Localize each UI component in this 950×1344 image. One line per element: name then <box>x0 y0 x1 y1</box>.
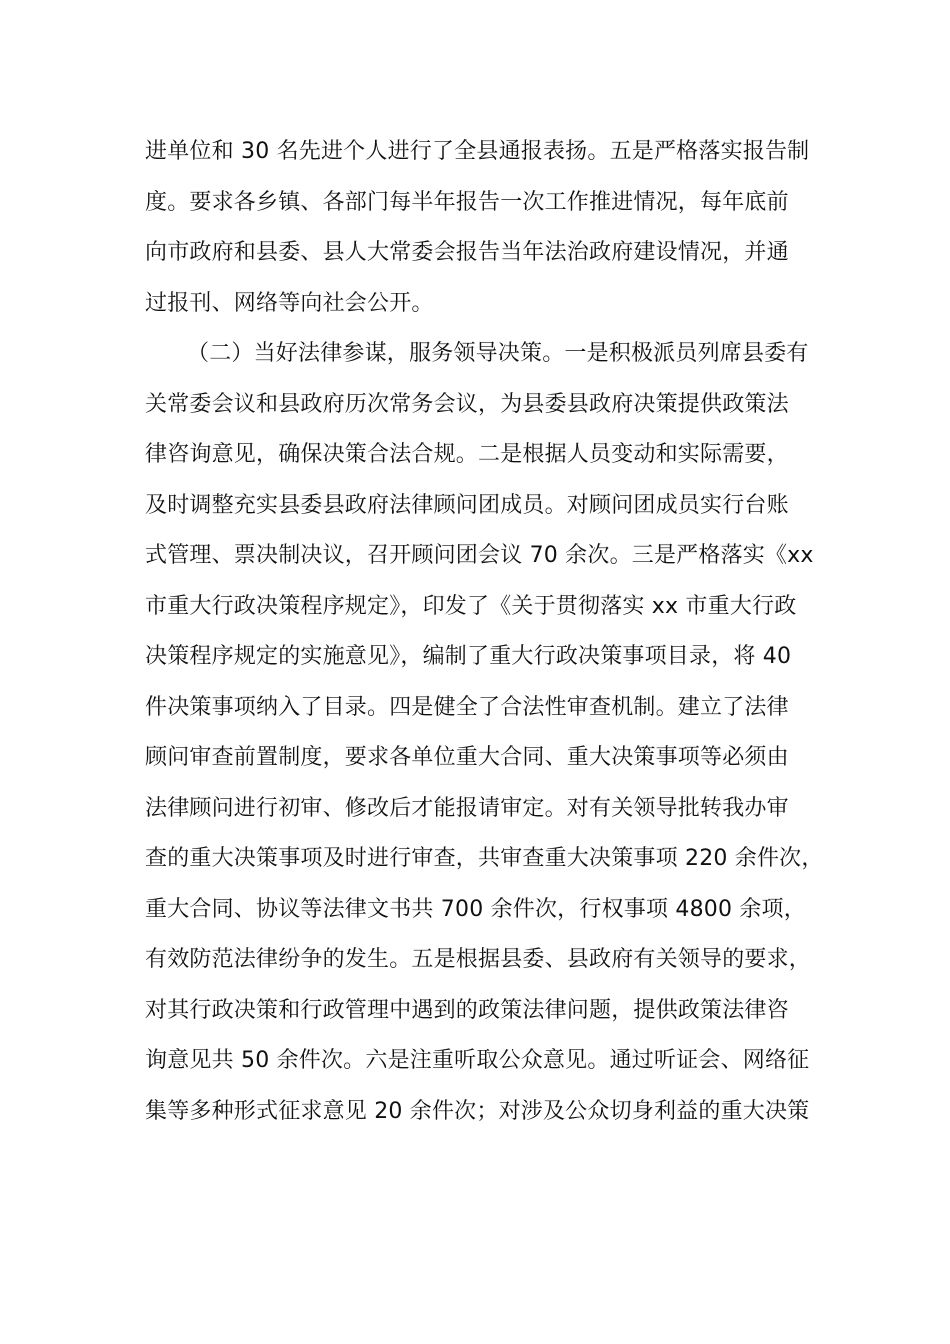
paragraph-2-line-9: 顾问审查前置制度，要求各单位重大合同、重大决策事项等必须由 <box>145 745 789 770</box>
paragraph-1-line-4: 过报刊、网络等向社会公开。 <box>145 290 434 316</box>
paragraph-2-line-11: 查的重大决策事项及时进行审查，共审查重大决策事项 220 余件次， <box>145 846 824 871</box>
paragraph-2-line-8: 件决策事项纳入了目录。四是健全了合法性审查机制。建立了法律 <box>145 694 789 720</box>
paragraph-1-line-3: 向市政府和县委、县人大常委会报告当年法治政府建设情况，并通 <box>145 240 789 265</box>
paragraph-2-line-4: 及时调整充实县委县政府法律顾问团成员。对顾问团成员实行台账 <box>145 492 789 518</box>
paragraph-1-line-1: 进单位和 30 名先进个人进行了全县通报表扬。五是严格落实报告制 <box>145 139 810 164</box>
paragraph-2-line-16: 集等多种形式征求意见 20 余件次；对涉及公众切身利益的重大决策 <box>145 1098 810 1124</box>
paragraph-1-line-2: 度。要求各乡镇、各部门每半年报告一次工作推进情况，每年底前 <box>145 189 789 215</box>
paragraph-2-line-10: 法律顾问进行初审、修改后才能报请审定。对有关领导批转我办审 <box>145 795 789 821</box>
paragraph-2-line-12: 重大合同、协议等法律文书共 700 余件次，行权事项 4800 余项， <box>145 896 806 922</box>
paragraph-2-line-5: 式管理、票决制决议，召开顾问团会议 70 余次。三是严格落实《xx <box>145 543 814 568</box>
paragraph-2-line-6: 市重大行政决策程序规定》，印发了《关于贯彻落实 xx 市重大行政 <box>145 593 797 619</box>
paragraph-2-line-3: 律咨询意见，确保决策合法合规。二是根据人员变动和实际需要， <box>145 442 789 467</box>
paragraph-2-line-15: 询意见共 50 余件次。六是注重听取公众意见。通过听证会、网络征 <box>145 1048 810 1073</box>
paragraph-2-line-13: 有效防范法律纷争的发生。五是根据县委、县政府有关领导的要求， <box>145 947 812 972</box>
document-body <box>145 127 825 1137</box>
paragraph-2-line-2: 关常委会议和县政府历次常务会议，为县委县政府决策提供政策法 <box>145 391 789 417</box>
paragraph-2-line-1: （二）当好法律参谋，服务领导决策。一是积极派员列席县委有 <box>187 341 809 366</box>
paragraph-2-line-14: 对其行政决策和行政管理中遇到的政策法律问题，提供政策法律咨 <box>145 997 789 1023</box>
paragraph-2-line-7: 决策程序规定的实施意见》，编制了重大行政决策事项目录，将 40 <box>145 644 792 669</box>
